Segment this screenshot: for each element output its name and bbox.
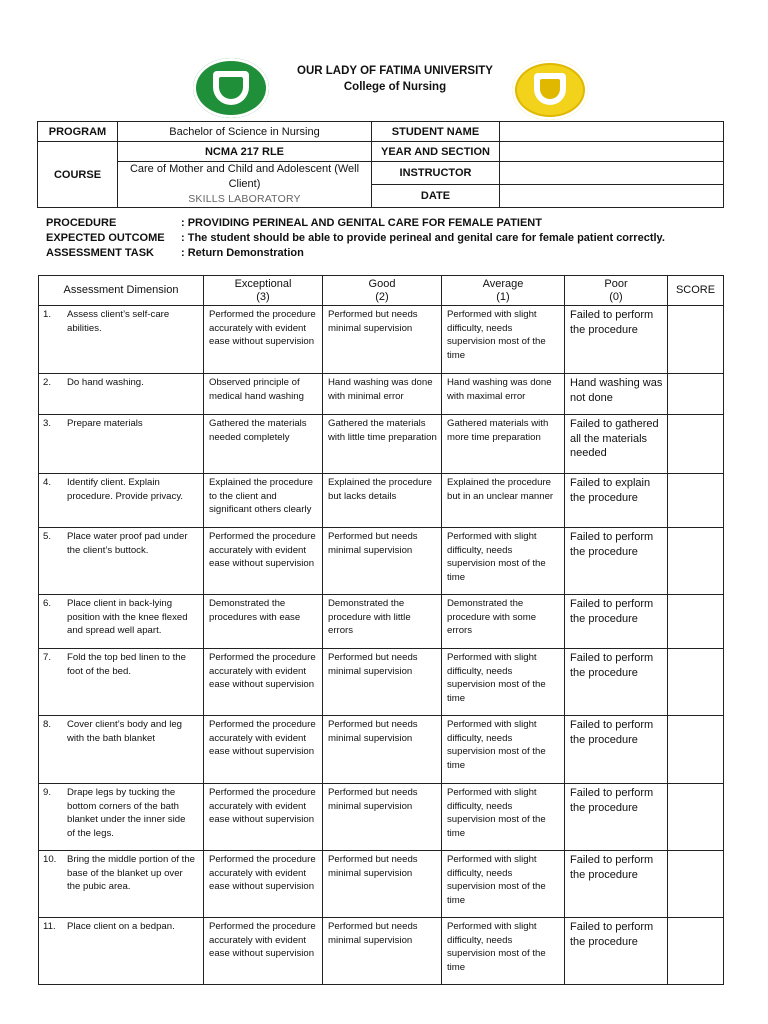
procedure-value: : PROVIDING PERINEAL AND GENITAL CARE FOR FEMALE PATIENT [181, 217, 542, 229]
exceptional-criteria: Performed the procedure accurately with evident ease without supervision [204, 528, 323, 595]
good-criteria: Explained the procedure but lacks details [323, 474, 442, 528]
exceptional-criteria: Performed the procedure accurately with evident ease without supervision [204, 851, 323, 918]
rubric-row [39, 918, 724, 985]
college-name: College of Nursing [343, 81, 447, 93]
rubric-row [39, 851, 724, 918]
dimension-cell [39, 306, 204, 374]
exceptional-criteria: Performed the procedure accurately with evident ease without supervision [204, 716, 323, 784]
course-title: Care of Mother and Child and Adolescent (Well Client) [129, 163, 360, 190]
header-exceptional-label: Exceptional [234, 277, 292, 290]
poor-criteria: Failed to perform the procedure [565, 851, 668, 918]
date-label: DATE [372, 185, 500, 208]
poor-criteria: Failed to perform the procedure [565, 918, 668, 985]
header-exceptional [204, 276, 323, 306]
good-criteria: Performed but needs minimal supervision [323, 649, 442, 716]
score-cell[interactable] [668, 415, 724, 474]
poor-criteria: Hand washing was not done [565, 374, 668, 415]
item-description: Place client in back-lying position with the knee flexed and spread well apart. [67, 598, 188, 636]
university-name: OUR LADY OF FATIMA UNIVERSITY [297, 65, 493, 77]
good-criteria: Performed but needs minimal supervision [323, 784, 442, 851]
score-cell[interactable] [668, 716, 724, 784]
course-label: COURSE [38, 142, 118, 208]
header-good [323, 276, 442, 306]
good-criteria: Hand washing was done with minimal error [323, 374, 442, 415]
year-section-field[interactable] [500, 142, 724, 162]
poor-criteria: Failed to explain the procedure [565, 474, 668, 528]
dimension-cell [39, 716, 204, 784]
item-description: Do hand washing. [67, 377, 144, 388]
expected-outcome-row [46, 231, 665, 246]
dimension-cell [39, 528, 204, 595]
average-criteria: Performed with slight difficulty, needs supervision most of the time [442, 784, 565, 851]
exceptional-criteria: Observed principle of medical hand washing [204, 374, 323, 415]
dimension-cell [39, 918, 204, 985]
item-description: Prepare materials [67, 418, 143, 429]
item-description: Fold the top bed linen to the foot of the bed. [67, 652, 186, 677]
rubric-row [39, 528, 724, 595]
poor-criteria: Failed to perform the procedure [565, 528, 668, 595]
rubric-row [39, 595, 724, 649]
score-cell[interactable] [668, 784, 724, 851]
good-criteria: Performed but needs minimal supervision [323, 716, 442, 784]
procedure-row [46, 216, 665, 231]
item-description: Place client on a bedpan. [67, 921, 175, 932]
header-score: SCORE [668, 276, 724, 306]
average-criteria: Gathered materials with more time preparation [442, 415, 565, 474]
average-criteria: Demonstrated the procedure with some errors [442, 595, 565, 649]
average-criteria: Performed with slight difficulty, needs supervision most of the time [442, 851, 565, 918]
poor-criteria: Failed to perform the procedure [565, 595, 668, 649]
course-info-table [37, 121, 724, 208]
average-criteria: Performed with slight difficulty, needs supervision most of the time [442, 306, 565, 374]
item-description: Place water proof pad under the client’s buttock. [67, 531, 188, 556]
exceptional-criteria: Explained the procedure to the client and significant others clearly [204, 474, 323, 528]
dimension-cell [39, 851, 204, 918]
header-poor-points: (0) [609, 290, 623, 303]
assessment-task-label: ASSESSMENT TASK [46, 247, 154, 259]
exceptional-criteria: Performed the procedure accurately with evident ease without supervision [204, 918, 323, 985]
item-description: Identify client. Explain procedure. Provide privacy. [67, 477, 184, 502]
poor-criteria: Failed to perform the procedure [565, 716, 668, 784]
rubric-row [39, 474, 724, 528]
average-criteria: Hand washing was done with maximal error [442, 374, 565, 415]
good-criteria: Demonstrated the procedure with little errors [323, 595, 442, 649]
header-good-label: Good [368, 277, 396, 290]
header-average [442, 276, 565, 306]
good-criteria: Performed but needs minimal supervision [323, 851, 442, 918]
procedure-block [46, 216, 665, 261]
instructor-label: INSTRUCTOR [372, 162, 500, 185]
poor-criteria: Failed to gathered all the materials needed [565, 415, 668, 474]
rubric-header-row [39, 276, 724, 306]
university-seal-logo [193, 58, 269, 118]
score-cell[interactable] [668, 851, 724, 918]
header-average-points: (1) [496, 290, 510, 303]
rubric-row [39, 784, 724, 851]
poor-criteria: Failed to perform the procedure [565, 649, 668, 716]
score-cell[interactable] [668, 374, 724, 415]
procedure-label: PROCEDURE [46, 217, 117, 229]
exceptional-criteria: Gathered the materials needed completely [204, 415, 323, 474]
item-description: Assess client’s self-care abilities. [67, 309, 170, 334]
poor-criteria: Failed to perform the procedure [565, 784, 668, 851]
good-criteria: Performed but needs minimal supervision [323, 528, 442, 595]
header-average-label: Average [482, 277, 524, 290]
header-assessment-dimension: Assessment Dimension [39, 276, 204, 306]
college-seal-logo [512, 60, 588, 120]
header-good-points: (2) [375, 290, 389, 303]
expected-outcome-label: EXPECTED OUTCOME [46, 232, 165, 244]
course-code: NCMA 217 RLE [118, 142, 372, 162]
header-exceptional-points: (3) [256, 290, 270, 303]
program-label: PROGRAM [38, 122, 118, 142]
average-criteria: Explained the procedure but in an unclear manner [442, 474, 565, 528]
header-poor [565, 276, 668, 306]
score-cell[interactable] [668, 595, 724, 649]
item-description: Drape legs by tucking the bottom corners of the bath blanket under the inner side of the legs. [67, 787, 186, 839]
item-description: Cover client’s body and leg with the bath blanket [67, 719, 183, 744]
dimension-cell [39, 474, 204, 528]
average-criteria: Performed with slight difficulty, needs supervision most of the time [442, 649, 565, 716]
item-number: 4. [43, 477, 52, 488]
score-cell[interactable] [668, 528, 724, 595]
document-header [0, 52, 768, 122]
item-number: 9. [43, 787, 52, 798]
average-criteria: Performed with slight difficulty, needs supervision most of the time [442, 528, 565, 595]
assessment-task-row [46, 246, 665, 261]
item-number: 1. [43, 309, 52, 320]
date-field[interactable] [500, 185, 724, 208]
exceptional-criteria: Performed the procedure accurately with evident ease without supervision [204, 649, 323, 716]
score-cell[interactable] [668, 474, 724, 528]
student-name-field[interactable] [500, 122, 724, 142]
assessment-task-value: : Return Demonstration [181, 247, 304, 259]
rubric-row [39, 649, 724, 716]
instructor-field[interactable] [500, 162, 724, 185]
dimension-cell [39, 649, 204, 716]
rubric-row [39, 374, 724, 415]
good-criteria: Gathered the materials with little time preparation [323, 415, 442, 474]
year-section-label: YEAR AND SECTION [372, 142, 500, 162]
item-number: 7. [43, 652, 52, 663]
item-description: Bring the middle portion of the base of the blanket up over the pubic area. [67, 854, 195, 892]
dimension-cell [39, 784, 204, 851]
item-number: 5. [43, 531, 52, 542]
exceptional-criteria: Performed the procedure accurately with evident ease without supervision [204, 784, 323, 851]
item-number: 6. [43, 598, 52, 609]
item-number: 10. [43, 854, 57, 865]
item-number: 3. [43, 418, 52, 429]
expected-outcome-value: : The student should be able to provide perineal and genital care for female patient correctly. [181, 232, 665, 244]
score-cell[interactable] [668, 918, 724, 985]
rubric-row [39, 306, 724, 374]
poor-criteria: Failed to perform the procedure [565, 306, 668, 374]
program-value: Bachelor of Science in Nursing [118, 122, 372, 142]
dimension-cell [39, 415, 204, 474]
exceptional-criteria: Performed the procedure accurately with evident ease without supervision [204, 306, 323, 374]
rubric-table [38, 275, 724, 985]
header-poor-label: Poor [604, 277, 628, 290]
course-lab: SKILLS LABORATORY [188, 193, 301, 205]
rubric-row [39, 716, 724, 784]
good-criteria: Performed but needs minimal supervision [323, 918, 442, 985]
exceptional-criteria: Demonstrated the procedures with ease [204, 595, 323, 649]
dimension-cell [39, 595, 204, 649]
good-criteria: Performed but needs minimal supervision [323, 306, 442, 374]
dimension-cell [39, 374, 204, 415]
course-title-cell [118, 162, 372, 208]
item-number: 11. [43, 921, 56, 932]
average-criteria: Performed with slight difficulty, needs supervision most of the time [442, 716, 565, 784]
item-number: 2. [43, 377, 52, 388]
score-cell[interactable] [668, 649, 724, 716]
item-number: 8. [43, 719, 52, 730]
student-name-label: STUDENT NAME [372, 122, 500, 142]
rubric-row [39, 415, 724, 474]
score-cell[interactable] [668, 306, 724, 374]
average-criteria: Performed with slight difficulty, needs supervision most of the time [442, 918, 565, 985]
